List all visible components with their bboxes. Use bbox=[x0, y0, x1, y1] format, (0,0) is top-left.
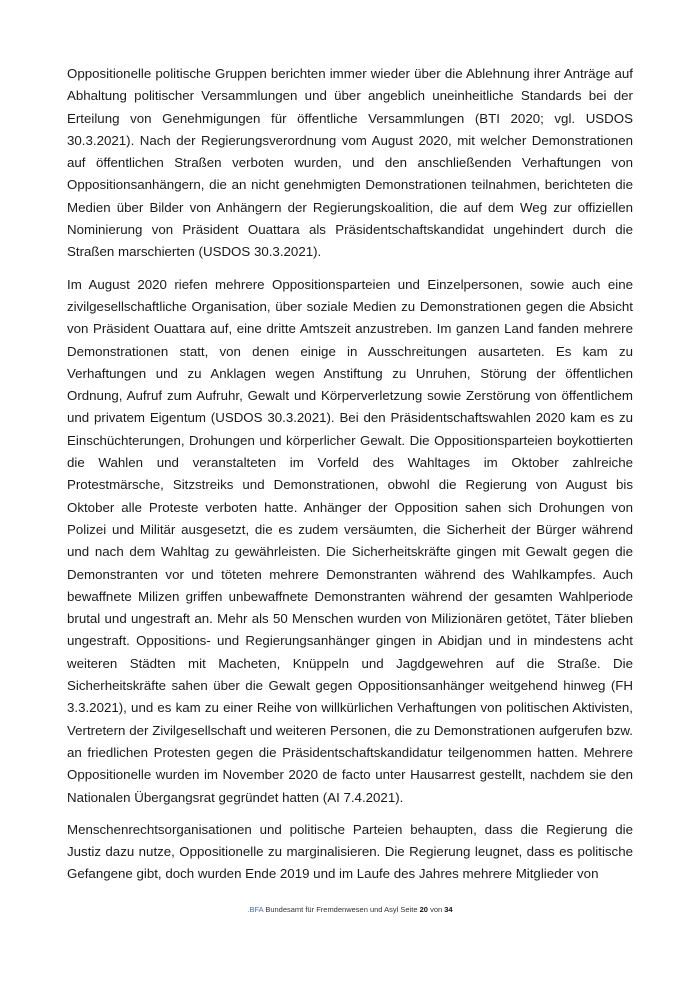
page-footer bbox=[0, 905, 700, 914]
agency-name: Bundesamt für Fremdenwesen und Asyl bbox=[265, 905, 399, 914]
page-total: 34 bbox=[444, 905, 453, 914]
bfa-logo-text: .BFA bbox=[247, 905, 264, 914]
page-label: Seite bbox=[400, 905, 418, 914]
paragraph-1: Oppositionelle politische Gruppen berichten immer wieder über die Ablehnung ihrer Anträge auf Abhaltung politischer Versammlungen und über angeblich uneinheitliche Standards bei der Erteilung von Genehmigungen für öffentliche Versammlungen (BTI 2020; vgl. USDOS 30.3.2021). Nach der Regierungsverordnung vom August 2020, mit welcher Demonstrationen auf öffentlichen Straßen verboten wurden, und den anschließenden Verhaftungen von Oppositionsanhängern, die an nicht genehmigten Demonstrationen teilnahmen, berichteten die Medien über Bilder von Anhängern der Regierungskoalition, die auf dem Weg zur offiziellen Nominierung von Präsident Ouattara als Präsidentschaftskandidat ungehindert durch die Straßen marschierten (USDOS 30.3.2021). bbox=[67, 66, 633, 260]
page-current: 20 bbox=[419, 905, 428, 914]
paragraph-3: Menschenrechtsorganisationen und politische Parteien behaupten, dass die Regierung die Justiz dazu nutze, Oppositionelle zu marginalisieren. Die Regierung leugnet, dass es politische Gefangene gibt, doch wurden Ende 2019 und im Laufe des Jahres mehrere Mitglieder von bbox=[67, 821, 633, 882]
document-body bbox=[67, 63, 633, 896]
paragraph-2: Im August 2020 riefen mehrere Oppositionsparteien und Einzelpersonen, sowie auch eine zivilgesellschaftliche Organisation, über soziale Medien zu Demonstrationen gegen die Absicht von Präsident Ouattara auf, eine dritte Amtszeit anzustreben. Im ganzen Land fanden mehrere Demonstrationen statt, von denen einige in Ausschreitungen ausarteten. Es kam zu Verhaftungen und zu Anklagen wegen Anstiftung zu Unruhen, Störung der öffentlichen Ordnung, Aufruf zum Aufruhr, Gewalt und Körperverletzung sowie Zerstörung von öffentlichem und privatem Eigentum (USDOS 30.3.2021). Bei den Präsidentschaftswahlen 2020 kam es zu Einschüchterungen, Drohungen und körperlicher Gewalt. Die Oppositionsparteien boykottierten die Wahlen und veranstalteten im Vorfeld des Wahltages im Oktober zahlreiche Protestmärsche, Sitzstreiks und Demonstrationen, obwohl die Regierung von August bis Oktober alle Proteste verboten hatte. Anhänger der Opposition sahen sich Drohungen von Polizei und Militär ausgesetzt, die es zudem versäumten, die Sicherheit der Bürger während und nach dem Wahltag zu gewährleisten. Die Sicherheitskräfte gingen mit Gewalt gegen die Demonstranten vor und töteten mehrere Demonstranten während des Wahlkampfes. Auch bewaffnete Milizen griffen unbewaffnete Demonstranten während der gesamten Wahlperiode brutal und ungestraft an. Mehr als 50 Menschen wurden von Milizionären getötet, Täter blieben ungestraft. Oppositions- und Regierungsanhänger gingen in Abidjan und in mindestens acht weiteren Städten mit Macheten, Knüppeln und Jagdgewehren auf die Straße. Die Sicherheitskräfte sahen über die Gewalt gegen Oppositionsanhänger weitgehend hinweg (FH 3.3.2021), und es kam zu einer Reihe von willkürlichen Verhaftungen von politischen Aktivisten, Vertretern der Zivilgesellschaft und weiteren Personen, die zu Demonstrationen aufgerufen bzw. an friedlichen Protesten gegen die Präsidentschaftskandidatur teilgenommen hatten. Mehrere Oppositionelle wurden im November 2020 de facto unter Hausarrest gestellt, nachdem sie den Nationalen Übergangsrat gegründet hatten (AI 7.4.2021). bbox=[67, 276, 633, 805]
page-of-label: von bbox=[430, 905, 443, 914]
